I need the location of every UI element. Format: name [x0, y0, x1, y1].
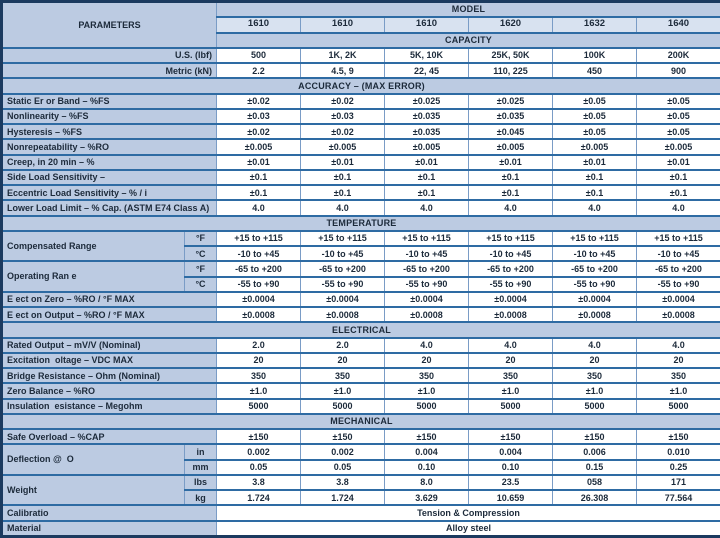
- value-cell: 20: [469, 353, 553, 368]
- value-cell: ±1.0: [469, 383, 553, 398]
- value-cell: -65 to +200: [553, 261, 637, 276]
- value-cell: ±0.1: [301, 185, 385, 200]
- value-cell: -10 to +45: [469, 246, 553, 261]
- value-cell: 0.002: [301, 444, 385, 459]
- param-label-cell: Eccentric Load Sensitivity – % / i: [2, 185, 217, 200]
- value-cell: 77.564: [637, 490, 720, 505]
- value-cell: 4.0: [301, 200, 385, 215]
- value-cell: 20: [217, 353, 301, 368]
- value-cell: ±0.005: [637, 139, 720, 154]
- param-label-cell: E ect on Output – %RO / °F MAX: [2, 307, 217, 322]
- value-cell: ±0.1: [217, 170, 301, 185]
- param-label-cell: Nonrepeatability – %RO: [2, 139, 217, 154]
- value-cell: ±0.035: [385, 109, 469, 124]
- value-cell: ±0.0004: [469, 292, 553, 307]
- value-cell: ±0.01: [301, 155, 385, 170]
- value-cell: 4.0: [553, 338, 637, 353]
- value-cell: ±150: [553, 429, 637, 444]
- value-cell: -10 to +45: [385, 246, 469, 261]
- model-cell: 1610: [301, 17, 385, 32]
- section-header-cell: MECHANICAL: [2, 414, 720, 429]
- value-cell: ±0.025: [385, 94, 469, 109]
- value-cell: 10.659: [469, 490, 553, 505]
- unit-label-cell: mm: [185, 460, 217, 475]
- value-cell: ±0.005: [217, 139, 301, 154]
- param-label-cell: Insulation esistance – Megohm: [2, 399, 217, 414]
- value-cell: ±1.0: [637, 383, 720, 398]
- value-cell: ±0.1: [469, 170, 553, 185]
- value-cell: 0.15: [553, 460, 637, 475]
- capacity-value-cell: 5K, 10K: [385, 48, 469, 63]
- value-cell: ±0.0008: [637, 307, 720, 322]
- unit-label-cell: °F: [185, 231, 217, 246]
- value-cell: ±150: [469, 429, 553, 444]
- value-cell: ±0.1: [301, 170, 385, 185]
- value-cell: ±0.1: [553, 185, 637, 200]
- capacity-value-cell: 2.2: [217, 63, 301, 78]
- param-label-cell: E ect on Zero – %RO / °F MAX: [2, 292, 217, 307]
- value-cell: 3.629: [385, 490, 469, 505]
- value-cell: +15 to +115: [301, 231, 385, 246]
- value-cell: +15 to +115: [553, 231, 637, 246]
- unit-label-cell: °C: [185, 246, 217, 261]
- value-cell: 5000: [217, 399, 301, 414]
- capacity-value-cell: 200K: [637, 48, 720, 63]
- value-cell: 350: [217, 368, 301, 383]
- value-cell: ±0.025: [469, 94, 553, 109]
- model-cell: 1620: [469, 17, 553, 32]
- value-cell: ±0.05: [553, 124, 637, 139]
- capacity-value-cell: 900: [637, 63, 720, 78]
- value-cell: ±0.01: [637, 155, 720, 170]
- value-cell: ±0.005: [385, 139, 469, 154]
- value-cell: ±150: [385, 429, 469, 444]
- value-cell: -10 to +45: [637, 246, 720, 261]
- parameters-header-cell: PARAMETERS: [2, 2, 217, 48]
- value-cell: 4.0: [385, 200, 469, 215]
- value-cell: -65 to +200: [301, 261, 385, 276]
- footer-label-cell: Calibratio: [2, 505, 217, 520]
- model-cell: 1610: [385, 17, 469, 32]
- value-cell: ±150: [637, 429, 720, 444]
- value-cell: 5000: [553, 399, 637, 414]
- value-cell: -55 to +90: [385, 277, 469, 292]
- capacity-value-cell: 4.5, 9: [301, 63, 385, 78]
- value-cell: +15 to +115: [385, 231, 469, 246]
- value-cell: ±0.0008: [469, 307, 553, 322]
- value-cell: +15 to +115: [469, 231, 553, 246]
- capacity-row-label: U.S. (lbf): [2, 48, 217, 63]
- value-cell: ±0.0004: [553, 292, 637, 307]
- value-cell: 1.724: [301, 490, 385, 505]
- param-label-cell: Safe Overload – %CAP: [2, 429, 217, 444]
- value-cell: 350: [385, 368, 469, 383]
- value-cell: ±0.02: [217, 94, 301, 109]
- value-cell: ±0.05: [553, 94, 637, 109]
- value-cell: -65 to +200: [217, 261, 301, 276]
- value-cell: -10 to +45: [217, 246, 301, 261]
- value-cell: 0.10: [385, 460, 469, 475]
- value-cell: ±0.0004: [217, 292, 301, 307]
- param-label-cell: Compensated Range: [2, 231, 185, 262]
- value-cell: ±150: [217, 429, 301, 444]
- value-cell: 1.724: [217, 490, 301, 505]
- value-cell: -55 to +90: [301, 277, 385, 292]
- value-cell: 0.002: [217, 444, 301, 459]
- value-cell: -65 to +200: [469, 261, 553, 276]
- param-label-cell: Weight: [2, 475, 185, 506]
- param-label-cell: Operating Ran e: [2, 261, 185, 292]
- value-cell: 5000: [637, 399, 720, 414]
- value-cell: ±150: [301, 429, 385, 444]
- value-cell: +15 to +115: [637, 231, 720, 246]
- value-cell: 2.0: [301, 338, 385, 353]
- value-cell: 4.0: [637, 200, 720, 215]
- value-cell: ±0.0008: [553, 307, 637, 322]
- param-label-cell: Rated Output – mV/V (Nominal): [2, 338, 217, 353]
- value-cell: ±0.035: [385, 124, 469, 139]
- value-cell: 4.0: [469, 200, 553, 215]
- value-cell: -55 to +90: [469, 277, 553, 292]
- param-label-cell: Excitation oltage – VDC MAX: [2, 353, 217, 368]
- footer-label-cell: Material: [2, 521, 217, 537]
- param-label-cell: Bridge Resistance – Ohm (Nominal): [2, 368, 217, 383]
- capacity-value-cell: 110, 225: [469, 63, 553, 78]
- section-header-cell: TEMPERATURE: [2, 216, 720, 231]
- value-cell: ±1.0: [385, 383, 469, 398]
- value-cell: -55 to +90: [553, 277, 637, 292]
- value-cell: 0.05: [301, 460, 385, 475]
- model-cell: 1632: [553, 17, 637, 32]
- capacity-value-cell: 22, 45: [385, 63, 469, 78]
- param-label-cell: Static Er or Band – %FS: [2, 94, 217, 109]
- value-cell: 4.0: [217, 200, 301, 215]
- value-cell: ±0.02: [301, 124, 385, 139]
- value-cell: 0.006: [553, 444, 637, 459]
- unit-label-cell: °F: [185, 261, 217, 276]
- value-cell: 5000: [469, 399, 553, 414]
- value-cell: ±0.05: [637, 124, 720, 139]
- value-cell: -65 to +200: [637, 261, 720, 276]
- value-cell: 4.0: [469, 338, 553, 353]
- value-cell: 4.0: [553, 200, 637, 215]
- value-cell: 0.010: [637, 444, 720, 459]
- value-cell: 0.10: [469, 460, 553, 475]
- unit-label-cell: lbs: [185, 475, 217, 490]
- value-cell: ±0.03: [301, 109, 385, 124]
- value-cell: 5000: [301, 399, 385, 414]
- value-cell: ±0.1: [385, 170, 469, 185]
- footer-value-cell: Alloy steel: [217, 521, 720, 537]
- value-cell: 5000: [385, 399, 469, 414]
- param-label-cell: Deflection @ O: [2, 444, 185, 475]
- value-cell: ±0.0008: [217, 307, 301, 322]
- value-cell: ±1.0: [301, 383, 385, 398]
- param-label-cell: Nonlinearity – %FS: [2, 109, 217, 124]
- value-cell: -55 to +90: [217, 277, 301, 292]
- param-label-cell: Zero Balance – %RO: [2, 383, 217, 398]
- value-cell: ±0.02: [217, 124, 301, 139]
- value-cell: ±0.035: [469, 109, 553, 124]
- value-cell: ±0.0008: [385, 307, 469, 322]
- value-cell: -65 to +200: [385, 261, 469, 276]
- value-cell: 350: [469, 368, 553, 383]
- value-cell: 0.05: [217, 460, 301, 475]
- value-cell: 350: [637, 368, 720, 383]
- model-cell: 1640: [637, 17, 720, 32]
- value-cell: 0.25: [637, 460, 720, 475]
- value-cell: ±0.03: [217, 109, 301, 124]
- value-cell: ±0.0004: [385, 292, 469, 307]
- value-cell: 350: [553, 368, 637, 383]
- value-cell: 0.004: [385, 444, 469, 459]
- value-cell: 26.308: [553, 490, 637, 505]
- value-cell: ±0.05: [637, 94, 720, 109]
- value-cell: 20: [553, 353, 637, 368]
- capacity-value-cell: 1K, 2K: [301, 48, 385, 63]
- section-header-cell: ELECTRICAL: [2, 322, 720, 337]
- value-cell: ±0.1: [637, 185, 720, 200]
- capacity-row-label: Metric (kN): [2, 63, 217, 78]
- value-cell: ±0.01: [553, 155, 637, 170]
- value-cell: ±0.0008: [301, 307, 385, 322]
- param-label-cell: Hysteresis – %FS: [2, 124, 217, 139]
- value-cell: +15 to +115: [217, 231, 301, 246]
- value-cell: -55 to +90: [637, 277, 720, 292]
- footer-value-cell: Tension & Compression: [217, 505, 720, 520]
- capacity-value-cell: 500: [217, 48, 301, 63]
- value-cell: ±0.0004: [301, 292, 385, 307]
- capacity-value-cell: 25K, 50K: [469, 48, 553, 63]
- value-cell: 2.0: [217, 338, 301, 353]
- value-cell: ±0.0004: [637, 292, 720, 307]
- value-cell: 058: [553, 475, 637, 490]
- value-cell: -10 to +45: [301, 246, 385, 261]
- value-cell: ±0.1: [637, 170, 720, 185]
- section-header-cell: ACCURACY – (MAX ERROR): [2, 78, 720, 93]
- value-cell: ±0.005: [553, 139, 637, 154]
- unit-label-cell: °C: [185, 277, 217, 292]
- value-cell: 20: [385, 353, 469, 368]
- model-header-cell: MODEL: [217, 2, 720, 18]
- value-cell: ±0.005: [301, 139, 385, 154]
- value-cell: ±0.045: [469, 124, 553, 139]
- param-label-cell: Side Load Sensitivity –: [2, 170, 217, 185]
- value-cell: ±1.0: [217, 383, 301, 398]
- value-cell: 0.004: [469, 444, 553, 459]
- value-cell: ±0.01: [469, 155, 553, 170]
- value-cell: ±0.05: [553, 109, 637, 124]
- value-cell: 8.0: [385, 475, 469, 490]
- value-cell: 350: [301, 368, 385, 383]
- value-cell: ±0.1: [553, 170, 637, 185]
- value-cell: 4.0: [385, 338, 469, 353]
- capacity-header-cell: CAPACITY: [217, 33, 720, 48]
- value-cell: 20: [301, 353, 385, 368]
- model-cell: 1610: [217, 17, 301, 32]
- value-cell: 3.8: [301, 475, 385, 490]
- value-cell: ±0.1: [469, 185, 553, 200]
- value-cell: ±0.1: [217, 185, 301, 200]
- value-cell: 20: [637, 353, 720, 368]
- value-cell: ±0.05: [637, 109, 720, 124]
- capacity-value-cell: 450: [553, 63, 637, 78]
- value-cell: ±0.01: [385, 155, 469, 170]
- value-cell: 23.5: [469, 475, 553, 490]
- value-cell: 171: [637, 475, 720, 490]
- unit-label-cell: in: [185, 444, 217, 459]
- capacity-value-cell: 100K: [553, 48, 637, 63]
- param-label-cell: Lower Load Limit – % Cap. (ASTM E74 Class A): [2, 200, 217, 215]
- value-cell: ±0.005: [469, 139, 553, 154]
- value-cell: ±0.1: [385, 185, 469, 200]
- unit-label-cell: kg: [185, 490, 217, 505]
- value-cell: -10 to +45: [553, 246, 637, 261]
- value-cell: 4.0: [637, 338, 720, 353]
- value-cell: ±1.0: [553, 383, 637, 398]
- value-cell: 3.8: [217, 475, 301, 490]
- value-cell: ±0.01: [217, 155, 301, 170]
- param-label-cell: Creep, in 20 min – %: [2, 155, 217, 170]
- value-cell: ±0.02: [301, 94, 385, 109]
